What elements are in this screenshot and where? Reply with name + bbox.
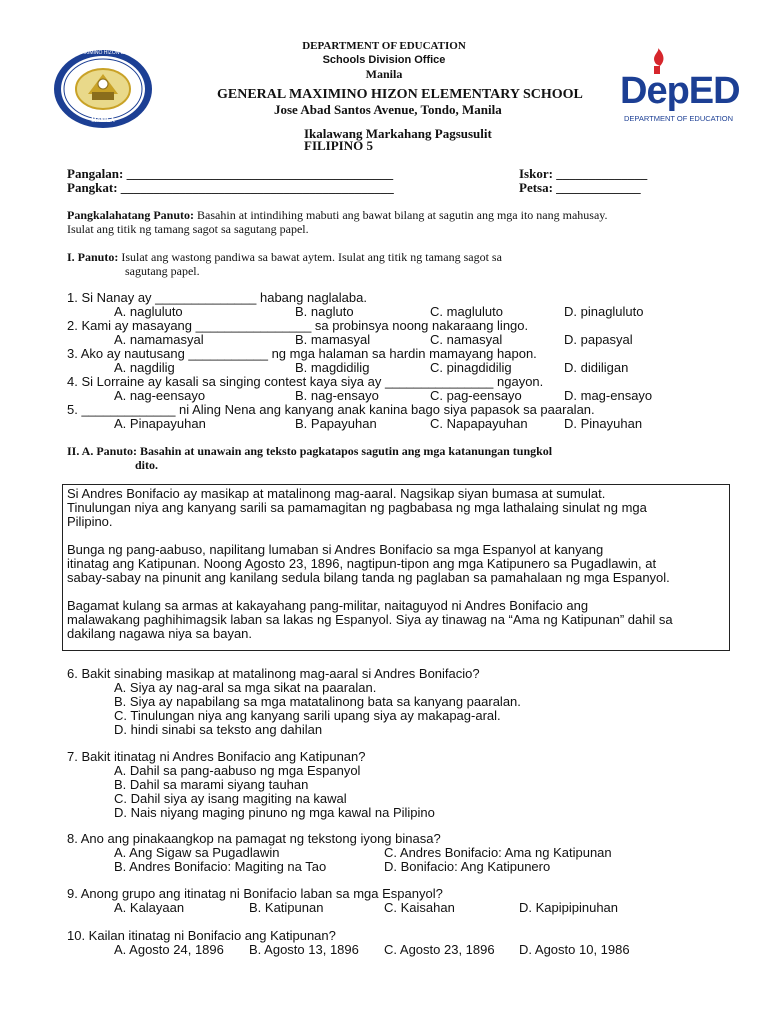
- q5-choice-b[interactable]: B. Papayuhan: [295, 416, 377, 431]
- question-5: 5. _____________ ni Aling Nena ang kanyang anak kanina bago siya papasok sa paaralan.: [67, 402, 595, 417]
- general-directions-line1: Basahin at intindihing mabuti ang bawat bilang at sagutin ang mga ito nang mahusay.: [194, 208, 608, 222]
- q1-choice-a[interactable]: A. nagluluto: [114, 304, 183, 319]
- question-4: 4. Si Lorraine ay kasali sa singing contest kaya siya ay _______________ ngayon.: [67, 374, 544, 389]
- petsa-field[interactable]: Petsa: _____________: [519, 180, 641, 195]
- q6-choice-c[interactable]: C. Tinulungan niya ang kanyang sarili upang siya ay makapag-aral.: [114, 708, 501, 723]
- school-address: Jose Abad Santos Avenue, Tondo, Manila: [274, 102, 502, 117]
- pangkat-field[interactable]: Pangkat: __________________________________________: [67, 180, 394, 195]
- deped-wordmark: DepED: [620, 70, 740, 112]
- question-8: 8. Ano ang pinakaangkop na pamagat ng tekstong iyong binasa?: [67, 831, 441, 846]
- q8-choice-a[interactable]: A. Ang Sigaw sa Pugadlawin: [114, 845, 280, 860]
- q7-choice-a[interactable]: A. Dahil sa pang-aabuso ng mga Espanyol: [114, 763, 361, 778]
- q1-choice-b[interactable]: B. nagluto: [295, 304, 354, 319]
- school-name: GENERAL MAXIMINO HIZON ELEMENTARY SCHOOL: [217, 87, 583, 102]
- dept-heading: DEPARTMENT OF EDUCATION: [302, 40, 466, 52]
- q3-choice-b[interactable]: B. magdidilig: [295, 360, 370, 375]
- q7-choice-c[interactable]: C. Dahil siya ay isang magiting na kawal: [114, 791, 347, 806]
- q3-choice-c[interactable]: C. pinagdidilig: [430, 360, 512, 375]
- q8-choice-d[interactable]: D. Bonifacio: Ang Katipunero: [384, 859, 551, 874]
- q9-choice-b[interactable]: B. Katipunan: [249, 900, 324, 915]
- part1-label: I. Panuto:: [67, 250, 119, 264]
- passage-p3-line1: Bagamat kulang sa armas at kakayahang pang-militar, naitaguyod ni Andres Bonifacio ang: [67, 598, 589, 613]
- part2-directions-line2: dito.: [135, 458, 159, 472]
- division-heading: Schools Division Office: [322, 54, 446, 66]
- q4-choice-c[interactable]: C. pag-eensayo: [430, 388, 522, 403]
- passage-p3-line2: malawakang paghihimagsik laban sa lakas ng Espanyol. Siya ay tinawag na “Ama ng Katipunan” dahil sa: [67, 612, 673, 627]
- question-3: 3. Ako ay nautusang ___________ ng mga halaman sa hardin mamayang hapon.: [67, 346, 537, 361]
- passage-p1-line2: Tinulungan niya ang kanyang sarili sa pamamagitan ng pagbabasa ng mga lathalaing sinulat ng mga: [67, 500, 647, 515]
- q3-choice-a[interactable]: A. nagdilig: [114, 360, 175, 375]
- question-6: 6. Bakit sinabing masikap at matalinong mag-aaral si Andres Bonifacio?: [67, 666, 480, 681]
- pangalan-field[interactable]: Pangalan: _________________________________________: [67, 166, 394, 181]
- q8-choice-c[interactable]: C. Andres Bonifacio: Ama ng Katipunan: [384, 845, 612, 860]
- q4-choice-b[interactable]: B. nag-ensayo: [295, 388, 379, 403]
- deped-subtext: DEPARTMENT OF EDUCATION: [624, 114, 734, 123]
- passage-p2-line2: itinatag ang Katipunan. Noong Agosto 23, 1896, nagtipun-tipon ang mga Katipunero sa Pugadlawin, at: [67, 556, 657, 571]
- q10-choice-a[interactable]: A. Agosto 24, 1896: [114, 942, 224, 957]
- q1-choice-d[interactable]: D. pinagluluto: [564, 304, 644, 319]
- passage-p1-line3: Pilipino.: [67, 514, 113, 529]
- q10-choice-b[interactable]: B. Agosto 13, 1896: [249, 942, 359, 957]
- seal-bottom-text: MANILA: [91, 118, 115, 124]
- iskor-field[interactable]: Iskor: ______________: [519, 166, 648, 181]
- part1-line2: sagutang papel.: [125, 264, 200, 278]
- q2-choice-a[interactable]: A. namamasyal: [114, 332, 204, 347]
- q2-choice-c[interactable]: C. namasyal: [430, 332, 503, 347]
- subject-title: FILIPINO 5: [304, 138, 373, 153]
- q2-choice-d[interactable]: D. papasyal: [564, 332, 633, 347]
- q5-choice-c[interactable]: C. Napapayuhan: [430, 416, 528, 431]
- q9-choice-a[interactable]: A. Kalayaan: [114, 900, 185, 915]
- city-heading: Manila: [365, 67, 403, 81]
- question-7: 7. Bakit itinatag ni Andres Bonifacio ang Katipunan?: [67, 749, 366, 764]
- q1-choice-c[interactable]: C. magluluto: [430, 304, 503, 319]
- general-directions-label: Pangkalahatang Panuto:: [67, 208, 195, 222]
- general-directions: [67, 208, 608, 223]
- passage-p1-line1: Si Andres Bonifacio ay masikap at matalinong mag-aaral. Nagsikap siyan bumasa at sumulat.: [67, 486, 606, 501]
- q10-choice-c[interactable]: C. Agosto 23, 1896: [384, 942, 495, 957]
- question-2: 2. Kami ay masayang ________________ sa probinsya noong nakaraang lingo.: [67, 318, 529, 333]
- exam-title: Ikalawang Markahang Pagsusulit: [304, 126, 492, 141]
- q10-choice-d[interactable]: D. Agosto 10, 1986: [519, 942, 630, 957]
- q9-choice-c[interactable]: C. Kaisahan: [384, 900, 455, 915]
- q7-choice-d[interactable]: D. Nais niyang maging pinuno ng mga kawal na Pilipino: [114, 805, 435, 820]
- q8-choice-b[interactable]: B. Andres Bonifacio: Magiting na Tao: [114, 859, 327, 874]
- q5-choice-d[interactable]: D. Pinayuhan: [564, 416, 643, 431]
- question-9: 9. Anong grupo ang itinatag ni Bonifacio laban sa mga Espanyol?: [67, 886, 443, 901]
- q4-choice-d[interactable]: D. mag-ensayo: [564, 388, 653, 403]
- seal-ring-text: GENERAL MAXIMINO HIZON ELEMENTARY SCHOOL: [52, 50, 177, 56]
- q6-choice-d[interactable]: D. hindi sinabi sa teksto ang dahilan: [114, 722, 323, 737]
- question-10: 10. Kailan itinatag ni Bonifacio ang Katipunan?: [67, 928, 336, 943]
- passage-p2-line3: sabay-sabay na pinunit ang kanilang sedula bilang tanda ng paglaban sa pamahalaan ng mga Espanyol.: [67, 570, 670, 585]
- q9-choice-d[interactable]: D. Kapipipinuhan: [519, 900, 619, 915]
- q7-choice-b[interactable]: B. Dahil sa marami siyang tauhan: [114, 777, 309, 792]
- part2-directions: II. A. Panuto: Basahin at unawain ang teksto pagkatapos sagutin ang mga katanungan tungkol: [67, 444, 553, 458]
- part1-line1: Isulat ang wastong pandiwa sa bawat aytem. Isulat ang titik ng tamang sagot sa: [118, 250, 502, 264]
- general-directions-line2: Isulat ang titik ng tamang sagot sa sagutang papel.: [67, 222, 309, 236]
- q4-choice-a[interactable]: A. nag-eensayo: [114, 388, 206, 403]
- q6-choice-a[interactable]: A. Siya ay nag-aral sa mga sikat na paaralan.: [114, 680, 377, 695]
- passage-p2-line1: Bunga ng pang-aabuso, napilitang lumaban si Andres Bonifacio sa mga Espanyol at kanyang: [67, 542, 604, 557]
- q5-choice-a[interactable]: A. Pinapayuhan: [114, 416, 206, 431]
- passage-p3-line3: dakilang nagawa niya sa bayan.: [67, 626, 253, 641]
- q2-choice-b[interactable]: B. mamasyal: [295, 332, 371, 347]
- question-1: 1. Si Nanay ay ______________ habang naglalaba.: [67, 290, 367, 305]
- part1-directions: [67, 250, 502, 265]
- q6-choice-b[interactable]: B. Siya ay napabilang sa mga matatalinong bata sa kanyang paaralan.: [114, 694, 521, 709]
- q3-choice-d[interactable]: D. didiligan: [564, 360, 629, 375]
